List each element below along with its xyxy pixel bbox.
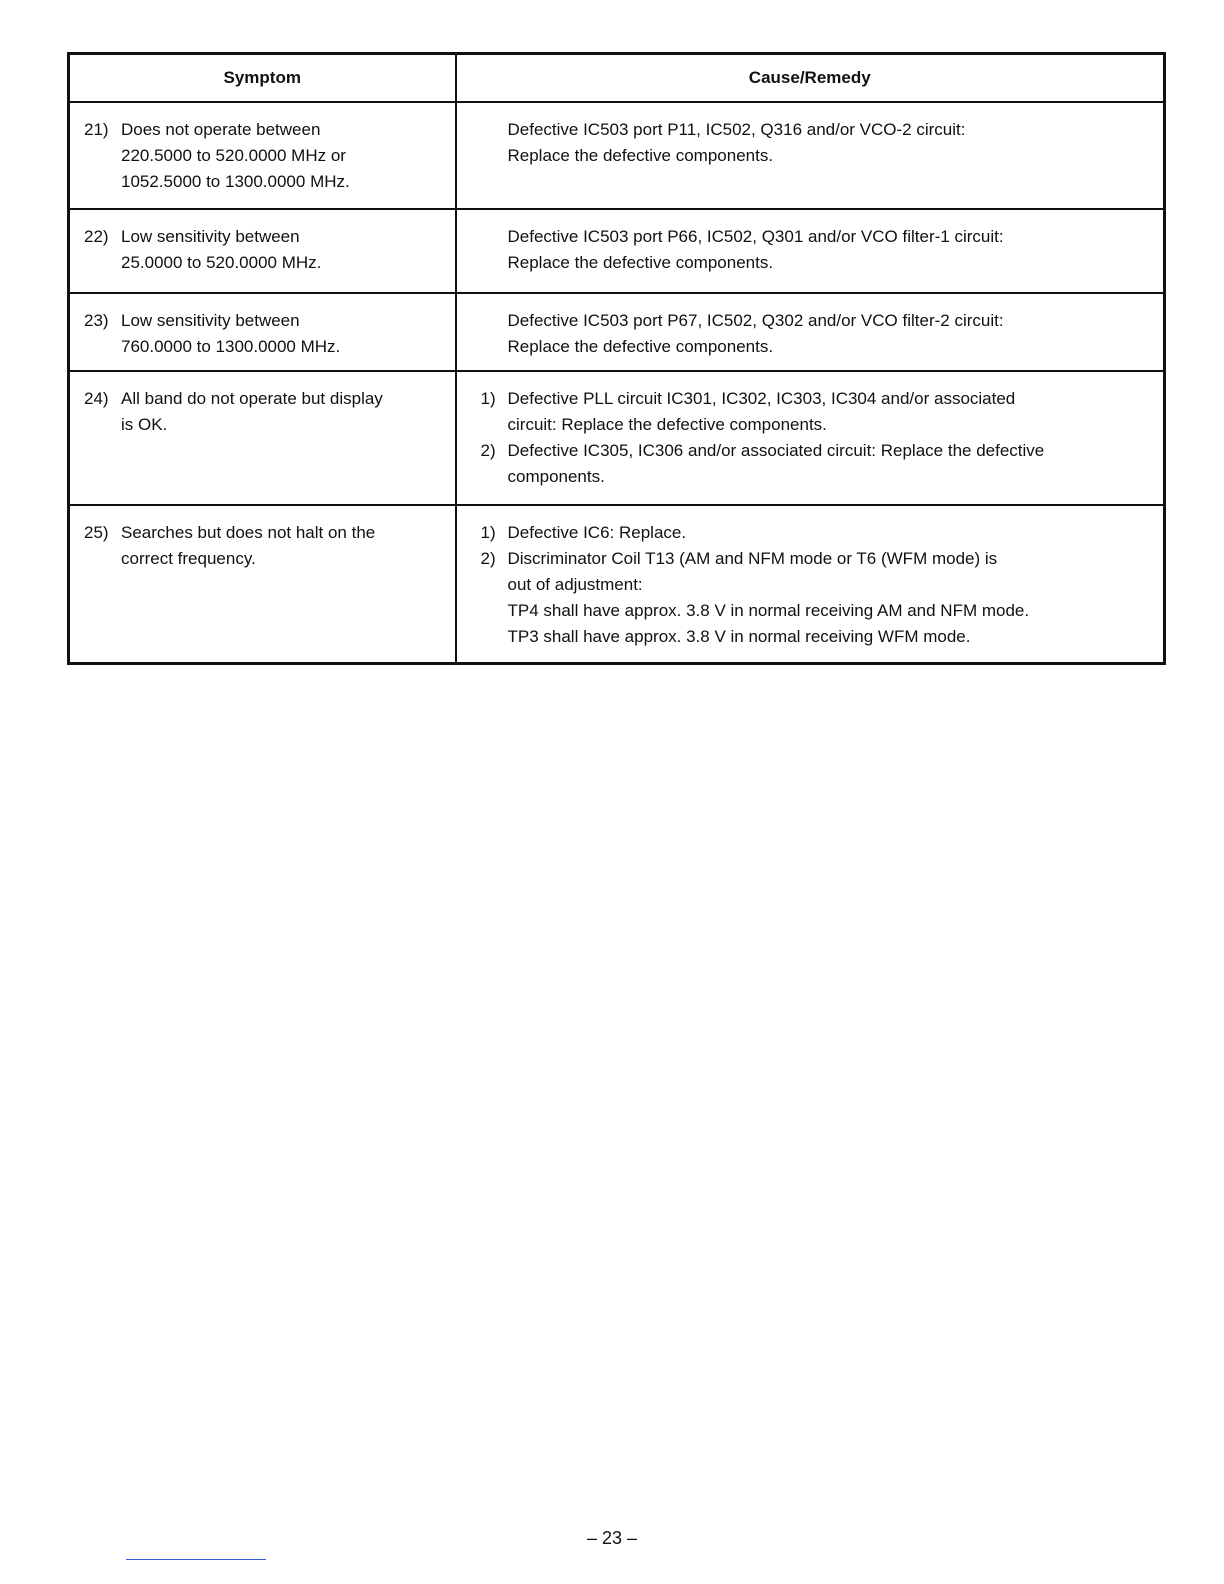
symptom-cell bbox=[69, 102, 456, 209]
header-symptom: Symptom bbox=[69, 54, 456, 103]
remedy-cell bbox=[456, 209, 1165, 293]
remedy-item-number: 1) bbox=[480, 389, 496, 408]
remedy-line: components. bbox=[507, 467, 605, 486]
remedy-line: circuit: Replace the defective components. bbox=[507, 415, 827, 434]
remedy-cell bbox=[456, 293, 1165, 371]
table-row bbox=[69, 209, 1165, 293]
symptom-cell bbox=[69, 209, 456, 293]
symptom-cell bbox=[69, 293, 456, 371]
table-row bbox=[69, 102, 1165, 209]
remedy-item-number: 1) bbox=[480, 523, 496, 542]
remedy-line: Replace the defective components. bbox=[507, 146, 774, 165]
remedy-line: Defective IC305, IC306 and/or associated circuit: Replace the defective bbox=[507, 441, 1045, 460]
symptom-line: Does not operate between bbox=[121, 120, 321, 139]
page-number: – 23 – bbox=[586, 1528, 638, 1548]
symptom-line: Low sensitivity between bbox=[121, 311, 300, 330]
remedy-item-number: 2) bbox=[480, 441, 496, 460]
table-row bbox=[69, 505, 1165, 664]
symptom-line: Searches but does not halt on the bbox=[121, 523, 376, 542]
remedy-line: TP4 shall have approx. 3.8 V in normal receiving AM and NFM mode. bbox=[507, 601, 1030, 620]
remedy-line: TP3 shall have approx. 3.8 V in normal receiving WFM mode. bbox=[507, 627, 971, 646]
remedy-line: Discriminator Coil T13 (AM and NFM mode or T6 (WFM mode) is bbox=[507, 549, 998, 568]
remedy-line: Defective IC6: Replace. bbox=[507, 523, 687, 542]
item-number: 23) bbox=[84, 311, 109, 330]
symptom-cell bbox=[69, 505, 456, 664]
remedy-line: out of adjustment: bbox=[507, 575, 643, 594]
remedy-line: Defective IC503 port P67, IC502, Q302 and/or VCO filter-2 circuit: bbox=[507, 311, 1004, 330]
remedy-cell bbox=[456, 371, 1165, 505]
item-number: 22) bbox=[84, 227, 109, 246]
remedy-line: Defective IC503 port P66, IC502, Q301 and/or VCO filter-1 circuit: bbox=[507, 227, 1004, 246]
item-number: 24) bbox=[84, 389, 109, 408]
symptom-line: 1052.5000 to 1300.0000 MHz. bbox=[121, 172, 350, 191]
remedy-line: Defective PLL circuit IC301, IC302, IC303, IC304 and/or associated bbox=[507, 389, 1016, 408]
header-cause-remedy: Cause/Remedy bbox=[456, 54, 1165, 103]
remedy-line: Replace the defective components. bbox=[507, 253, 774, 272]
table-header-row bbox=[69, 54, 1165, 103]
remedy-cell bbox=[456, 102, 1165, 209]
scan-artifact-line bbox=[126, 1559, 266, 1560]
symptom-cell bbox=[69, 371, 456, 505]
symptom-line: 220.5000 to 520.0000 MHz or bbox=[121, 146, 346, 165]
remedy-line: Replace the defective components. bbox=[507, 337, 774, 356]
remedy-item-number: 2) bbox=[480, 549, 496, 568]
item-number: 25) bbox=[84, 523, 109, 542]
item-number: 21) bbox=[84, 120, 109, 139]
troubleshooting-table bbox=[67, 52, 1166, 665]
symptom-line: is OK. bbox=[121, 415, 168, 434]
remedy-cell bbox=[456, 505, 1165, 664]
symptom-line: 25.0000 to 520.0000 MHz. bbox=[121, 253, 322, 272]
table-row bbox=[69, 371, 1165, 505]
table-row bbox=[69, 293, 1165, 371]
symptom-line: correct frequency. bbox=[121, 549, 256, 568]
symptom-line: 760.0000 to 1300.0000 MHz. bbox=[121, 337, 341, 356]
remedy-line: Defective IC503 port P11, IC502, Q316 and/or VCO-2 circuit: bbox=[507, 120, 966, 139]
symptom-line: All band do not operate but display bbox=[121, 389, 383, 408]
symptom-line: Low sensitivity between bbox=[121, 227, 300, 246]
